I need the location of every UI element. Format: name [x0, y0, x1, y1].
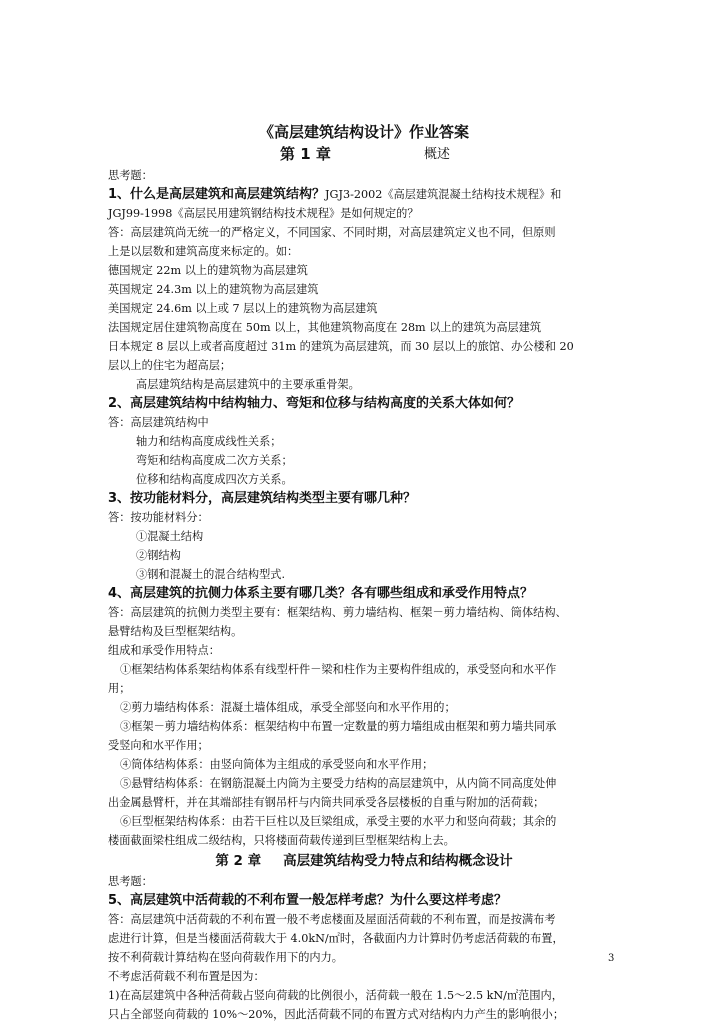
chapter-1-number: 第 1 章 [280, 145, 331, 163]
answer-4-item-5: ⑤悬臂结构体系：在钢筋混凝土内筒为主要受力结构的高层建筑中，从内筒不同高度处伸 [120, 777, 557, 790]
answer-2-item: 位移和结构高度成四次方关系。 [136, 473, 293, 486]
question-1-title: 1、什么是高层建筑和高层建筑结构？ [108, 187, 326, 202]
chapter-2-number: 第 2 章 [215, 853, 262, 869]
answer-2-item: 弯矩和结构高度成二次方关系； [136, 454, 293, 467]
answer-4-item-3-cont: 受竖向和水平作用； [108, 739, 209, 752]
answer-4-item-6: ⑥巨型框架结构体系：由若干巨柱以及巨梁组成，承受主要的水平力和竖向荷载；其余的 [120, 815, 557, 828]
answer-4-item-4: ④筒体结构体系：由竖向筒体为主组成的承受竖向和水平作用； [120, 758, 434, 771]
answer-4-item-1: ①框架结构体系架结构体系有线型杆件－梁和柱作为主要构件组成的，承受竖向和水平作 [120, 663, 557, 676]
answer-4-item-6-cont: 楼面截面梁柱组成二级结构，只将楼面荷载传递到巨型框架结构上去。 [108, 834, 455, 847]
answer-5-line: 不考虑活荷载不利布置是因为： [108, 970, 265, 983]
answer-4-item-1-cont: 用； [108, 682, 131, 695]
chapter-2-name: 高层建筑结构受力特点和结构概念设计 [283, 853, 513, 869]
think-label-2: 思考题： [108, 875, 153, 888]
chapter-2-heading [108, 850, 620, 872]
page-content [108, 121, 620, 1024]
question-1 [108, 185, 620, 204]
think-label-1: 思考题： [108, 169, 153, 182]
answer-1-line: 法国规定居住建筑物高度在 50m 以上，其他建筑物高度在 28m 以上的建筑为高层建筑 [108, 321, 542, 334]
answer-4-item-3: ③框架－剪力墙结构体系：框架结构中布置一定数量的剪力墙组成由框架和剪力墙共同承 [120, 720, 557, 733]
question-3: 3、按功能材料分，高层建筑结构类型主要有哪几种？ [108, 491, 417, 506]
answer-3-item: ①混凝土结构 [136, 530, 204, 543]
chapter-1-heading [108, 143, 620, 166]
answer-1-summary: 高层建筑结构是高层建筑中的主要承重骨架。 [136, 378, 360, 391]
answer-5-line: 按不利荷载计算结构在竖向荷载作用下的内力。 [108, 951, 343, 964]
question-5: 5、高层建筑中活荷载的不利布置一般怎样考虑？为什么要这样考虑？ [108, 893, 508, 908]
answer-2-item: 轴力和结构高度成线性关系； [136, 435, 282, 448]
answer-3-item: ②钢结构 [136, 549, 181, 562]
question-2: 2、高层建筑结构中结构轴力、弯矩和位移与结构高度的关系大体如何？ [108, 396, 521, 411]
answer-4-item-5-cont: 出金属悬臂杆，并在其端部挂有钢吊杆与内筒共同承受各层楼板的自重与附加的活荷载； [108, 796, 545, 809]
answer-4-line: 组成和承受作用特点： [108, 644, 220, 657]
answer-4-item-2: ②剪力墙结构体系：混凝土墙体组成，承受全部竖向和水平作用的； [120, 701, 456, 714]
answer-5-line: 只占全部竖向荷载的 10%～20%，因此活荷载不同的布置方式对结构内力产生的影响很小； [108, 1008, 565, 1021]
answer-1-line: 上是以层数和建筑高度来标定的。如： [108, 245, 299, 258]
question-4: 4、高层建筑的抗侧力体系主要有哪几类？各有哪些组成和承受作用特点？ [108, 586, 534, 601]
answer-1-line: 答：高层建筑尚无统一的严格定义，不同国家、不同时期，对高层建筑定义也不同，但原则 [108, 226, 556, 239]
document-title: 《高层建筑结构设计》作业答案 [258, 123, 469, 141]
chapter-1-name: 概述 [424, 147, 451, 162]
answer-5-line: 虑进行计算，但是当楼面活荷载大于 4.0kN/㎡时，各截面内力计算时仍考虑活荷载的布置， [108, 932, 564, 945]
answer-3-intro: 答：按功能材料分： [108, 511, 209, 524]
answer-5-line: 1)在高层建筑中各种活荷载占竖向荷载的比例很小，活荷载一般在 1.5～2.5 kN/㎡范围内， [108, 989, 563, 1002]
question-1-continued: JGJ99-1998《高层民用建筑钢结构技术规程》是如何规定的？ [108, 207, 419, 220]
answer-1-line: 美国规定 24.6m 以上或 7 层以上的建筑物为高层建筑 [108, 302, 378, 315]
answer-4-line: 答：高层建筑的抗侧力类型主要有：框架结构、剪力墙结构、框架－剪力墙结构、筒体结构、 [108, 606, 567, 619]
answer-5-line: 答：高层建筑中活荷载的不利布置一般不考虑楼面及屋面活荷载的不利布置，而是按满布考 [108, 913, 556, 926]
answer-1-line: 层以上的住宅为超高层； [108, 359, 232, 372]
answer-3-item: ③钢和混凝土的混合结构型式. [136, 568, 285, 581]
answer-4-line: 悬臂结构及巨型框架结构。 [108, 625, 243, 638]
answer-2-intro: 答：高层建筑结构中 [108, 416, 209, 429]
answer-1-line: 德国规定 22m 以上的建筑物为高层建筑 [108, 264, 308, 277]
answer-1-line: 英国规定 24.3m 以上的建筑物为高层建筑 [108, 283, 319, 296]
answer-1-line: 日本规定 8 层以上或者高度超过 31m 的建筑为高层建筑，而 30 层以上的旅馆、办公楼和 20 [108, 340, 574, 353]
page-number: 3 [608, 953, 615, 964]
question-1-inline: JGJ3-2002《高层建筑混凝土结构技术规程》和 [325, 188, 562, 201]
